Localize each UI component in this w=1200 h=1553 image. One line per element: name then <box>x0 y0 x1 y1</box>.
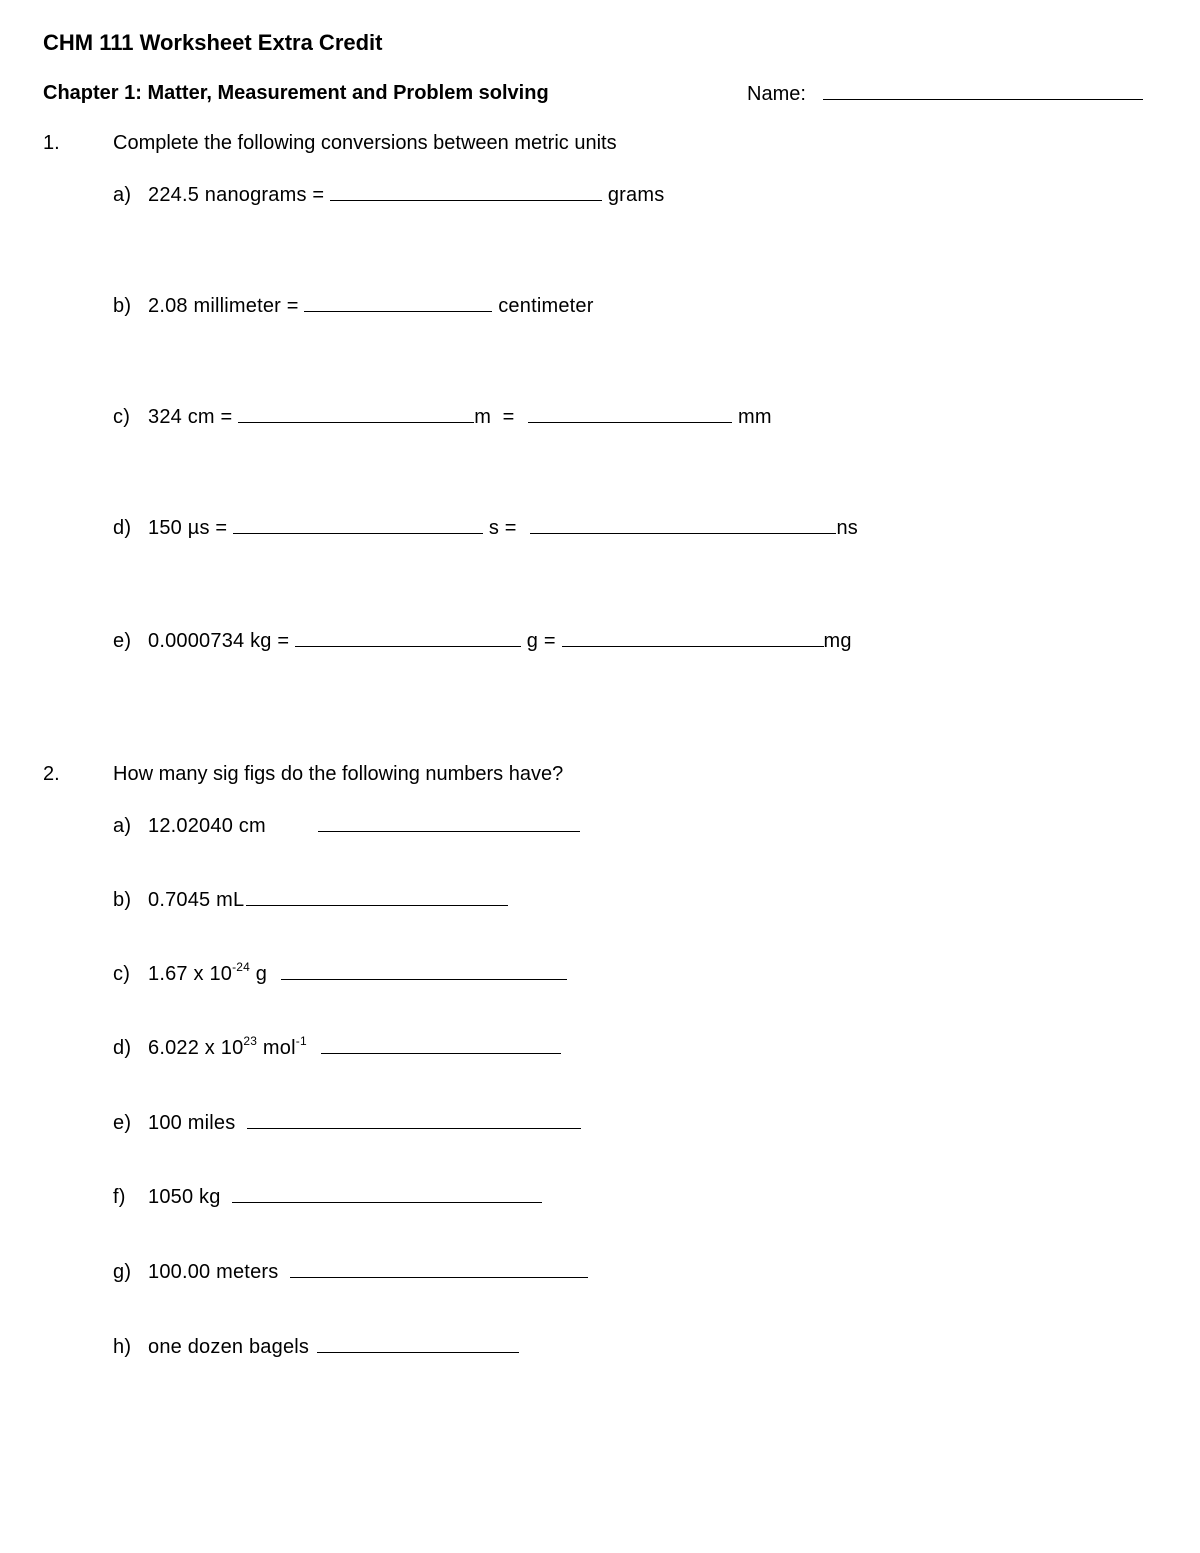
answer-blank[interactable] <box>562 628 824 647</box>
q1-item-b <box>113 293 594 318</box>
answer-blank[interactable] <box>530 515 836 534</box>
answer-blank[interactable] <box>304 293 492 312</box>
item-label: a) <box>113 184 132 206</box>
unit-text: centimeter <box>498 295 594 317</box>
answer-blank[interactable] <box>321 1035 561 1054</box>
worksheet-title: CHM 111 Worksheet Extra Credit <box>43 30 383 55</box>
answer-blank[interactable] <box>290 1259 588 1278</box>
unit-text: mg <box>823 630 852 652</box>
item-text: 100.00 meters <box>148 1261 279 1283</box>
answer-blank[interactable] <box>232 1184 542 1203</box>
answer-blank[interactable] <box>318 813 580 832</box>
q1-item-e <box>113 628 852 653</box>
q1-item-a <box>113 182 664 207</box>
q2-item-d <box>113 1035 561 1060</box>
q2-item-a <box>113 813 580 838</box>
unit-text: grams <box>607 184 665 206</box>
name-label: Name: <box>747 83 806 105</box>
q2-item-h <box>113 1334 519 1359</box>
exponent: -1 <box>295 1034 307 1048</box>
q2-item-c <box>113 961 567 986</box>
item-text: 1050 kg <box>148 1186 221 1208</box>
answer-blank[interactable] <box>238 404 474 423</box>
answer-blank[interactable] <box>246 887 508 906</box>
item-label: d) <box>113 1037 132 1059</box>
answer-blank[interactable] <box>317 1334 519 1353</box>
answer-blank[interactable] <box>295 628 521 647</box>
unit-text: mol <box>257 1037 296 1059</box>
item-text: 150 µs = <box>148 517 228 539</box>
item-label: c) <box>113 406 131 428</box>
answer-blank[interactable] <box>281 961 567 980</box>
item-text: 6.022 x 10 <box>148 1037 244 1059</box>
name-blank[interactable] <box>823 81 1143 100</box>
q2-item-b <box>113 887 508 912</box>
item-label: a) <box>113 815 132 837</box>
q1-item-d <box>113 515 858 540</box>
item-text: 0.7045 mL <box>148 889 245 911</box>
question-2-text: How many sig figs do the following numbers have? <box>113 763 564 785</box>
q2-item-g <box>113 1259 588 1284</box>
item-text: 1.67 x 10 <box>148 963 233 985</box>
item-text: 0.0000734 kg = <box>148 630 290 652</box>
unit-text: ns <box>836 517 858 539</box>
question-1-number: 1. <box>43 132 60 154</box>
question-1-text: Complete the following conversions between metric units <box>113 132 617 154</box>
q2-item-e <box>113 1110 581 1135</box>
item-label: f) <box>113 1186 126 1208</box>
unit-text: m = <box>474 406 515 428</box>
item-label: c) <box>113 963 131 985</box>
item-label: e) <box>113 1112 132 1134</box>
chapter-subtitle: Chapter 1: Matter, Measurement and Problem solving <box>43 82 549 104</box>
item-text: 12.02040 cm <box>148 815 266 837</box>
item-label: d) <box>113 517 132 539</box>
item-text: 224.5 nanograms = <box>148 184 325 206</box>
item-label: b) <box>113 889 132 911</box>
item-label: b) <box>113 295 132 317</box>
unit-text: s = <box>488 517 517 539</box>
name-field-row <box>747 81 1143 106</box>
q1-item-c <box>113 404 772 429</box>
item-label: e) <box>113 630 132 652</box>
item-text: one dozen bagels <box>148 1336 310 1358</box>
item-text: 2.08 millimeter = <box>148 295 299 317</box>
q2-item-f <box>113 1184 542 1209</box>
item-text: 324 cm = <box>148 406 233 428</box>
answer-blank[interactable] <box>247 1110 581 1129</box>
exponent: -24 <box>232 960 251 974</box>
answer-blank[interactable] <box>233 515 483 534</box>
answer-blank[interactable] <box>528 404 732 423</box>
unit-text: mm <box>738 406 772 428</box>
exponent: 23 <box>243 1034 258 1048</box>
item-text: 100 miles <box>148 1112 236 1134</box>
question-2-number: 2. <box>43 763 60 785</box>
item-label: g) <box>113 1261 132 1283</box>
unit-text: g = <box>526 630 556 652</box>
unit-text: g <box>250 963 268 985</box>
item-label: h) <box>113 1336 132 1358</box>
answer-blank[interactable] <box>330 182 602 201</box>
